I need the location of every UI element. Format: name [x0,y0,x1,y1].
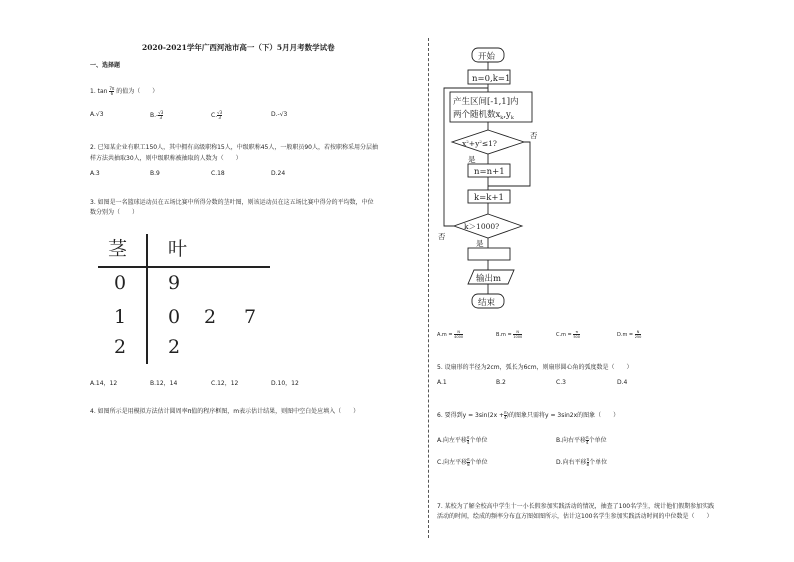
q3-line-1: 3. 如图是一名篮球运动员在五场比赛中所得分数的茎叶图，则该运动员在这五场比赛中得分的平均数，中位 [90,199,374,206]
q1-frac-num: 7π [109,86,115,91]
flow-no-2: 否 [438,232,446,241]
q1-option-c[interactable] [211,111,222,120]
q1-optc-den: 3 [218,115,221,120]
leaf-value: 2 [168,336,181,358]
q4-option-c[interactable] [556,330,580,339]
leaf-value: 0 [168,306,181,328]
q5-option-b[interactable]: B.2 [496,379,506,386]
q6-opt-a-label: A.向左平移 [437,437,467,444]
q6-opt-c-tail: 个单位 [469,459,488,466]
q4-line-1: 4. 如图所示是用模拟方法估计圆周率π值的程序框图，m表示估计结果，则图中空白处应填入（ ） [90,408,360,415]
q4-opt-c-den: 500 [573,335,581,339]
q6-opt-c-den: 8 [467,462,470,467]
q4-opt-d-prefix: D.m = [617,332,634,338]
flow-gen-line-2: 两个随机数$x_k,y_k$ [453,110,514,121]
q3-option-c[interactable]: C.12，12 [211,380,239,387]
flow-yes-1: 是 [468,155,476,164]
flow-end-text: 结束 [478,298,496,308]
q4-opt-b-prefix: B.m = [496,332,512,338]
q6-option-d[interactable] [556,458,607,467]
leaf-value: 2 [204,306,217,328]
stem-value: 0 [114,272,127,294]
q6-frac-num: π [504,410,507,415]
q6-opt-a-tail: 个单位 [469,437,488,444]
column-divider [428,38,429,538]
leaf-value: 9 [168,272,181,294]
question-1 [90,87,158,96]
q1-optc-num: √3 [217,110,223,115]
section-heading: 一、选择题 [90,62,121,69]
q6-stem-a: 6. 要得到y = 3sin(2x + [437,412,505,419]
q4-opt-b-den: 1000 [513,335,523,339]
flow-blank-node [468,248,510,260]
flow-cond2-text: k＞1000? [464,222,500,231]
q6-option-c[interactable] [437,458,488,467]
q1-option-c-label: C. [211,112,218,119]
plot-horizontal-divider [98,266,270,268]
q2-option-a[interactable]: A.3 [90,170,100,177]
flow-output-text: 输出m [476,274,502,284]
q5-option-c[interactable]: C.3 [556,379,566,386]
q2-option-d[interactable]: D.24 [271,170,286,177]
q1-optb-den: 3 [159,115,163,120]
q6-opt-d-label: D.向右平移 [556,459,587,466]
q6-opt-a-num: π [466,435,470,440]
q1-stem-tail: 的值为（ ） [116,88,159,95]
q6-opt-d-tail: 个单位 [589,459,608,466]
flow-inc-k-text: k=k+1 [474,193,504,203]
flow-cond1-text: $x^2+y^2\le 1$? [462,139,497,148]
q6-option-b[interactable] [556,436,607,445]
flow-yes-2: 是 [476,239,484,248]
q3-option-d[interactable]: D.10，12 [271,380,299,387]
q4-opt-c-num: π [573,330,580,335]
flow-start-text: 开始 [478,52,496,62]
q2-option-c[interactable]: C.18 [211,170,225,177]
q4-option-a[interactable] [437,330,463,339]
q7-line-2: 活动的时间，绘成的频率分布直方图如图所示，估计这100名学生参加实践活动时间的中位数是（ ） [437,513,713,520]
q4-option-d[interactable] [617,330,641,339]
q6-frac-den: 4 [504,415,507,420]
q4-opt-b-num: N [513,330,522,335]
q4-opt-d-den: 250 [634,335,642,339]
q1-option-b-label: B.- [150,112,159,119]
leaf-value: 7 [244,306,257,328]
q6-stem-b: )的图象只需将y = 3sin2x的图象（ ） [506,412,620,419]
q1-option-a[interactable]: A.√3 [90,111,104,118]
q3-option-b[interactable]: B.12，14 [150,380,178,387]
q6-opt-a-den: 4 [466,440,470,445]
q6-opt-d-num: π [586,457,590,462]
q4-opt-d-num: N [635,330,642,335]
q6-opt-b-tail: 个单位 [588,437,607,444]
q7-line-1: 7. 某校为了解全校高中学生十一小长假参加实践活动的情况，抽查了100名学生，统计他们假期参加实践 [437,503,715,510]
stem-header: 茎 [108,238,128,260]
q2-line-1: 2. 已知某企业有职工150人，其中拥有高级职称15人，中级职称45人，一般职员90人，若按职称采用分层抽 [90,144,378,151]
q6-opt-d-den: 8 [586,462,590,467]
stem-leaf-plot [98,226,278,368]
stem-value: 2 [114,336,127,358]
flow-gen-line-1: 产生区间[-1,1]内 [453,97,519,107]
flow-init-text: n=0,k=1 [472,74,511,84]
q5-option-d[interactable]: D.4 [617,379,628,386]
q2-option-b[interactable]: B.9 [150,170,160,177]
q1-frac-den: 6 [110,91,114,96]
q5-option-a[interactable]: A.1 [437,379,447,386]
q1-optb-num: √3 [158,110,164,115]
q6-opt-b-label: B.向右平移 [556,437,587,444]
q3-option-a[interactable]: A.14，12 [90,380,118,387]
stem-value: 1 [114,306,127,328]
flow-no-1: 否 [530,131,538,140]
q6-opt-c-num: π [467,457,470,462]
q4-opt-a-prefix: A.m = [437,332,453,338]
q4-opt-c-prefix: C.m = [556,332,572,338]
q6-opt-b-den: 4 [586,440,589,445]
q4-opt-a-num: N [454,330,463,335]
q4-option-b[interactable] [496,330,522,339]
q1-stem: 1. tan [90,88,108,95]
plot-vertical-divider [146,234,148,364]
flow-inc-n-text: n=n+1 [474,167,505,177]
flowchart [432,40,572,312]
q6-line-1 [437,411,619,420]
q6-opt-b-num: π [586,435,589,440]
q4-opt-a-den: 4000 [454,335,464,339]
leaf-header: 叶 [168,238,188,260]
q6-opt-c-label: C.向左平移 [437,459,468,466]
page-title: 2020-2021学年广西河池市高一（下）5月月考数学试卷 [142,43,335,52]
q6-option-a[interactable] [437,436,487,445]
q2-line-2: 样方法共抽取30人，则中级职称被抽取的人数为（ ） [90,155,242,162]
q1-option-b[interactable] [150,111,163,120]
q5-line-1: 5. 设扇形的半径为2cm，弧长为6cm，则扇形圆心角的弧度数是（ ） [437,364,633,371]
q1-option-d[interactable]: D.-√3 [271,111,288,118]
q3-line-2: 数分别为（ ） [90,209,139,216]
